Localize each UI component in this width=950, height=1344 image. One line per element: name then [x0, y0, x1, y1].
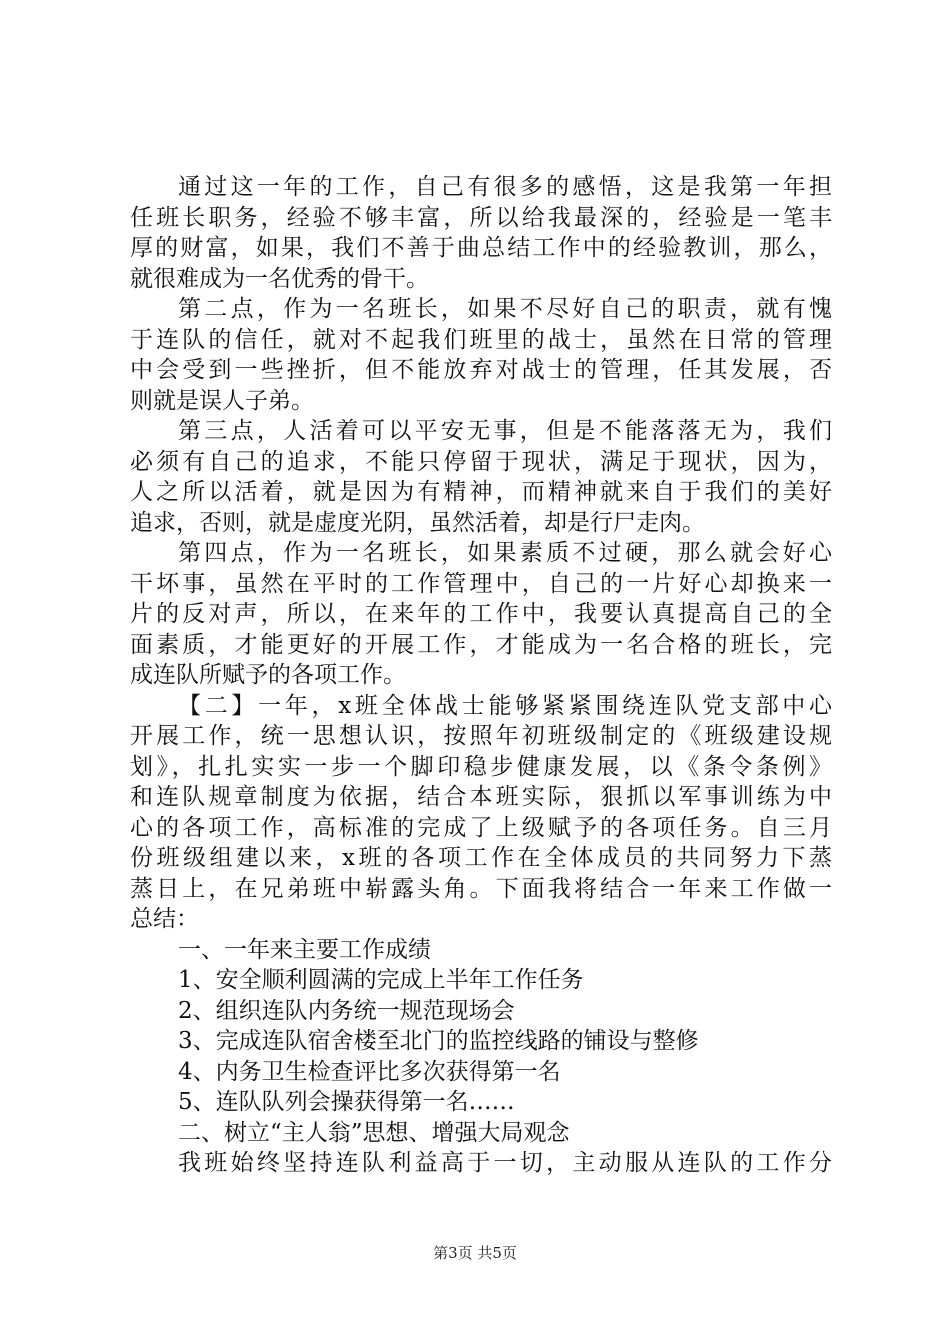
- text-line: 则就是误人子弟。: [130, 387, 314, 414]
- text-line: 片的反对声，所以，在来年的工作中，我要认真提高自己的全: [130, 601, 832, 627]
- text-line: 第四点，作为一名班长，如果素质不过硬，那么就会好心: [178, 540, 832, 566]
- text-line: 蒸日上，在兄弟班中崭露头角。下面我将结合一年来工作做一: [130, 875, 832, 902]
- text-line: 开展工作，统一思想认识，按照年初班级制定的《班级建设规: [130, 723, 832, 749]
- text-line: 份班级组建以来，x班的各项工作在全体成员的共同努力下蒸: [130, 845, 832, 871]
- text-line: 中会受到一些挫折，但不能放弃对战士的管理，任其发展，否: [130, 357, 832, 383]
- text-line: 划》，扎扎实实一步一个脚印稳步健康发展，以《条令条例》: [130, 753, 832, 780]
- document-body: [130, 172, 832, 1179]
- text-line: 任班长职务，经验不够丰富，所以给我最深的，经验是一笔丰: [130, 204, 832, 231]
- text-line: 追求，否则，就是虚度光阴，虽然活着，却是行尸走肉。: [130, 509, 705, 536]
- text-line: 面素质，才能更好的开展工作，才能成为一名合格的班长，完: [130, 631, 832, 658]
- text-line: 我班始终坚持连队利益高于一切，主动服从连队的工作分: [178, 1150, 832, 1176]
- text-line: 二、树立“主人翁”思想、增强大局观念: [178, 1119, 570, 1146]
- text-line: 2、组织连队内务统一规范现场会: [178, 997, 515, 1024]
- text-line: 一、一年来主要工作成绩: [178, 936, 431, 963]
- text-line: 和连队规章制度为依据，结合本班实际，狠抓以军事训练为中: [130, 784, 832, 810]
- text-line: 于连队的信任，就对不起我们班里的战士，虽然在日常的管理: [130, 326, 832, 353]
- text-line: 人之所以活着，就是因为有精神，而精神就来自于我们的美好: [130, 479, 832, 505]
- text-line: 干坏事，虽然在平时的工作管理中，自己的一片好心却换来一: [130, 570, 832, 597]
- text-line: 通过这一年的工作，自己有很多的感悟，这是我第一年担: [178, 174, 832, 200]
- text-line: 3、完成连队宿舍楼至北门的监控线路的铺设与整修: [178, 1028, 699, 1054]
- text-line: 厚的财富，如果，我们不善于曲总结工作中的经验教训，那么，: [130, 235, 832, 261]
- page-number-footer: 第3页 共5页: [433, 1244, 517, 1262]
- text-line: 第二点，作为一名班长，如果不尽好自己的职责，就有愧: [178, 296, 832, 322]
- text-line: 心的各项工作，高标准的完成了上级赋予的各项任务。自三月: [130, 814, 832, 841]
- text-line: 5、连队队列会操获得第一名……: [178, 1089, 515, 1115]
- text-line: 【二】一年，x班全体战士能够紧紧围绕连队党支部中心: [178, 692, 832, 719]
- text-line: 就很难成为一名优秀的骨干。: [130, 265, 429, 292]
- text-line: 总结：: [130, 906, 199, 932]
- text-line: 第三点，人活着可以平安无事，但是不能落落无为，我们: [178, 418, 832, 444]
- text-line: 1、安全顺利圆满的完成上半年工作任务: [178, 967, 584, 993]
- text-line: 必须有自己的追求，不能只停留于现状，满足于现状，因为，: [130, 448, 832, 475]
- text-line: 成连队所赋予的各项工作。: [130, 662, 406, 688]
- text-line: 4、内务卫生检查评比多次获得第一名: [178, 1058, 561, 1085]
